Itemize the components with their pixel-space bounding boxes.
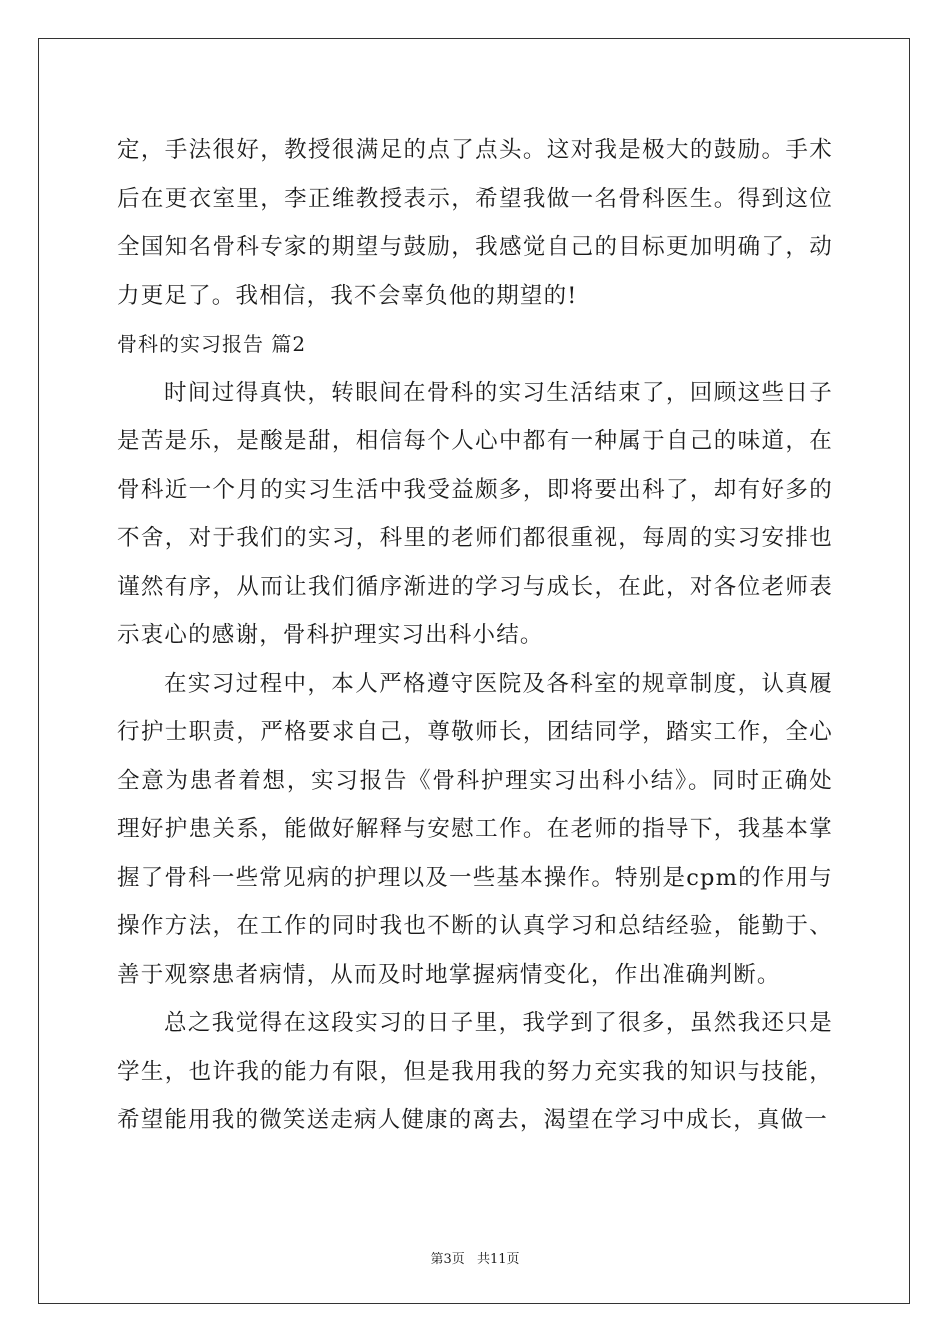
section-heading: 骨科的实习报告 篇2 <box>117 332 307 356</box>
paragraph-2: 在实习过程中，本人严格遵守医院及各科室的规章制度，认真履行护士职责，严格要求自己，尊敬师长，团结同学，踏实工作，全心全意为患者着想，实习报告《骨科护理实习出科小结》。同时正确处理好护患关系，能做好解释与安慰工作。在老师的指导下，我基本掌握了骨科一些常见病的护理以及一些基本操作。特别是cpm的作用与操作方法，在工作的同时我也不断的认真学习和总结经验，能勤于、善于观察患者病情，从而及时地掌握病情变化，作出准确判断。 <box>117 670 833 988</box>
paragraph-3: 总之我觉得在这段实习的日子里，我学到了很多，虽然我还只是学生，也许我的能力有限，但是我用我的努力充实我的知识与技能，希望能用我的微笑送走病人健康的离去，渴望在学习中成长，真做一 <box>117 1010 833 1133</box>
paragraph-continued: 定，手法很好，教授很满足的点了点头。这对我是极大的鼓励。手术后在更衣室里，李正维教授表示，希望我做一名骨科医生。得到这位全国知名骨科专家的期望与鼓励，我感觉自己的目标更加明确了，动力更足了。我相信，我不会辜负他的期望的! <box>117 137 833 309</box>
page-number-total: 共11页 <box>476 1252 520 1267</box>
paragraph-1: 时间过得真快，转眼间在骨科的实习生活结束了，回顾这些日子是苦是乐，是酸是甜，相信每个人心中都有一种属于自己的味道，在骨科近一个月的实习生活中我受益颇多，即将要出科了，却有好多的不舍，对于我们的实习，科里的老师们都很重视，每周的实习安排也谨然有序，从而让我们循序渐进的学习与成长，在此，对各位老师表示衷心的感谢，骨科护理实习出科小结。 <box>117 379 833 648</box>
page-number-current: 第3页 <box>430 1252 465 1267</box>
document-body <box>117 126 833 1145</box>
page-footer <box>0 1248 950 1267</box>
